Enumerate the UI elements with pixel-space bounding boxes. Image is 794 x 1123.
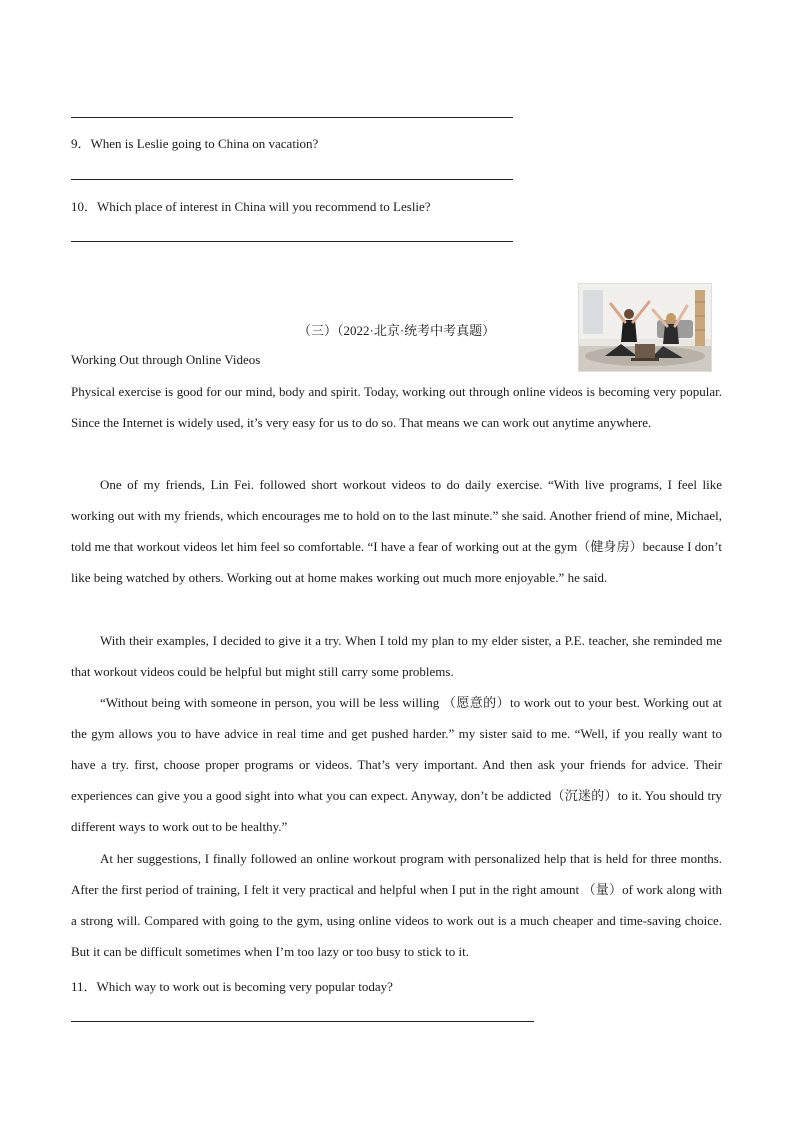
- answer-line-10: [71, 241, 513, 242]
- paragraph-1: Physical exercise is good for our mind, body and spirit. Today, working out through online videos is becoming very popular. Since the Internet is widely used, it’s very easy for us to do so. That means we can work out anytime anywhere.: [71, 384, 722, 430]
- question-number: 9．: [71, 136, 91, 151]
- question-11: [71, 976, 393, 995]
- answer-line-9: [71, 179, 513, 180]
- answer-line-11: [71, 1021, 534, 1022]
- question-text: When is Leslie going to China on vacation?: [90, 136, 319, 151]
- question-text: Which place of interest in China will you recommend to Leslie?: [97, 199, 431, 214]
- paragraph-5: At her suggestions, I finally followed an online workout program with personalized help that is held for three months. After the first period of training, I felt it very practical and helpful when I put in the right amount （量）of work along with a strong will. Compared with going to the gym, using online videos to work out is a much cheaper and time-saving choice. But it can be difficult sometimes when I’m too lazy or too busy to stick to it.: [71, 851, 722, 959]
- paragraph-4: “Without being with someone in person, you will be less willing （愿意的）to work out to your best. Working out at the gym allows you to have advice in real time and get pushed harder.” my sister said to me. “Well, if you really want to have a try. first, choose proper programs or videos. That’s very important. And then ask your friends for advice. Their experiences can give you a good sight into what you can expect. Anyway, don’t be addicted（沉迷的）to it. You should try different ways to work out to be healthy.”: [71, 695, 722, 834]
- question-9: [71, 133, 318, 152]
- section-title: （三）（2022·北京·统考中考真题）: [298, 323, 496, 338]
- paragraph-2: One of my friends, Lin Fei. followed short workout videos to do daily exercise. “With live programs, I feel like working out with my friends, which encourages me to hold on to the last minute.” she said. Another friend of mine, Michael, told me that workout videos let him feel so comfortable. “I have a fear of working out at the gym（健身房）because I don’t like being watched by others. Working out at home makes working out much more enjoyable.” he said.: [71, 477, 722, 585]
- question-number: 11．: [71, 979, 97, 994]
- answer-line-8: [71, 117, 513, 118]
- article-title: Working Out through Online Videos: [71, 352, 261, 367]
- paragraph-3: With their examples, I decided to give it a try. When I told my plan to my elder sister, a P.E. teacher, she reminded me that workout videos could be helpful but might still carry some problems.: [71, 633, 722, 679]
- question-number: 10．: [71, 199, 98, 214]
- question-10: [71, 196, 431, 215]
- workout-photo-icon: [578, 283, 712, 372]
- question-text: Which way to work out is becoming very popular today?: [96, 979, 393, 994]
